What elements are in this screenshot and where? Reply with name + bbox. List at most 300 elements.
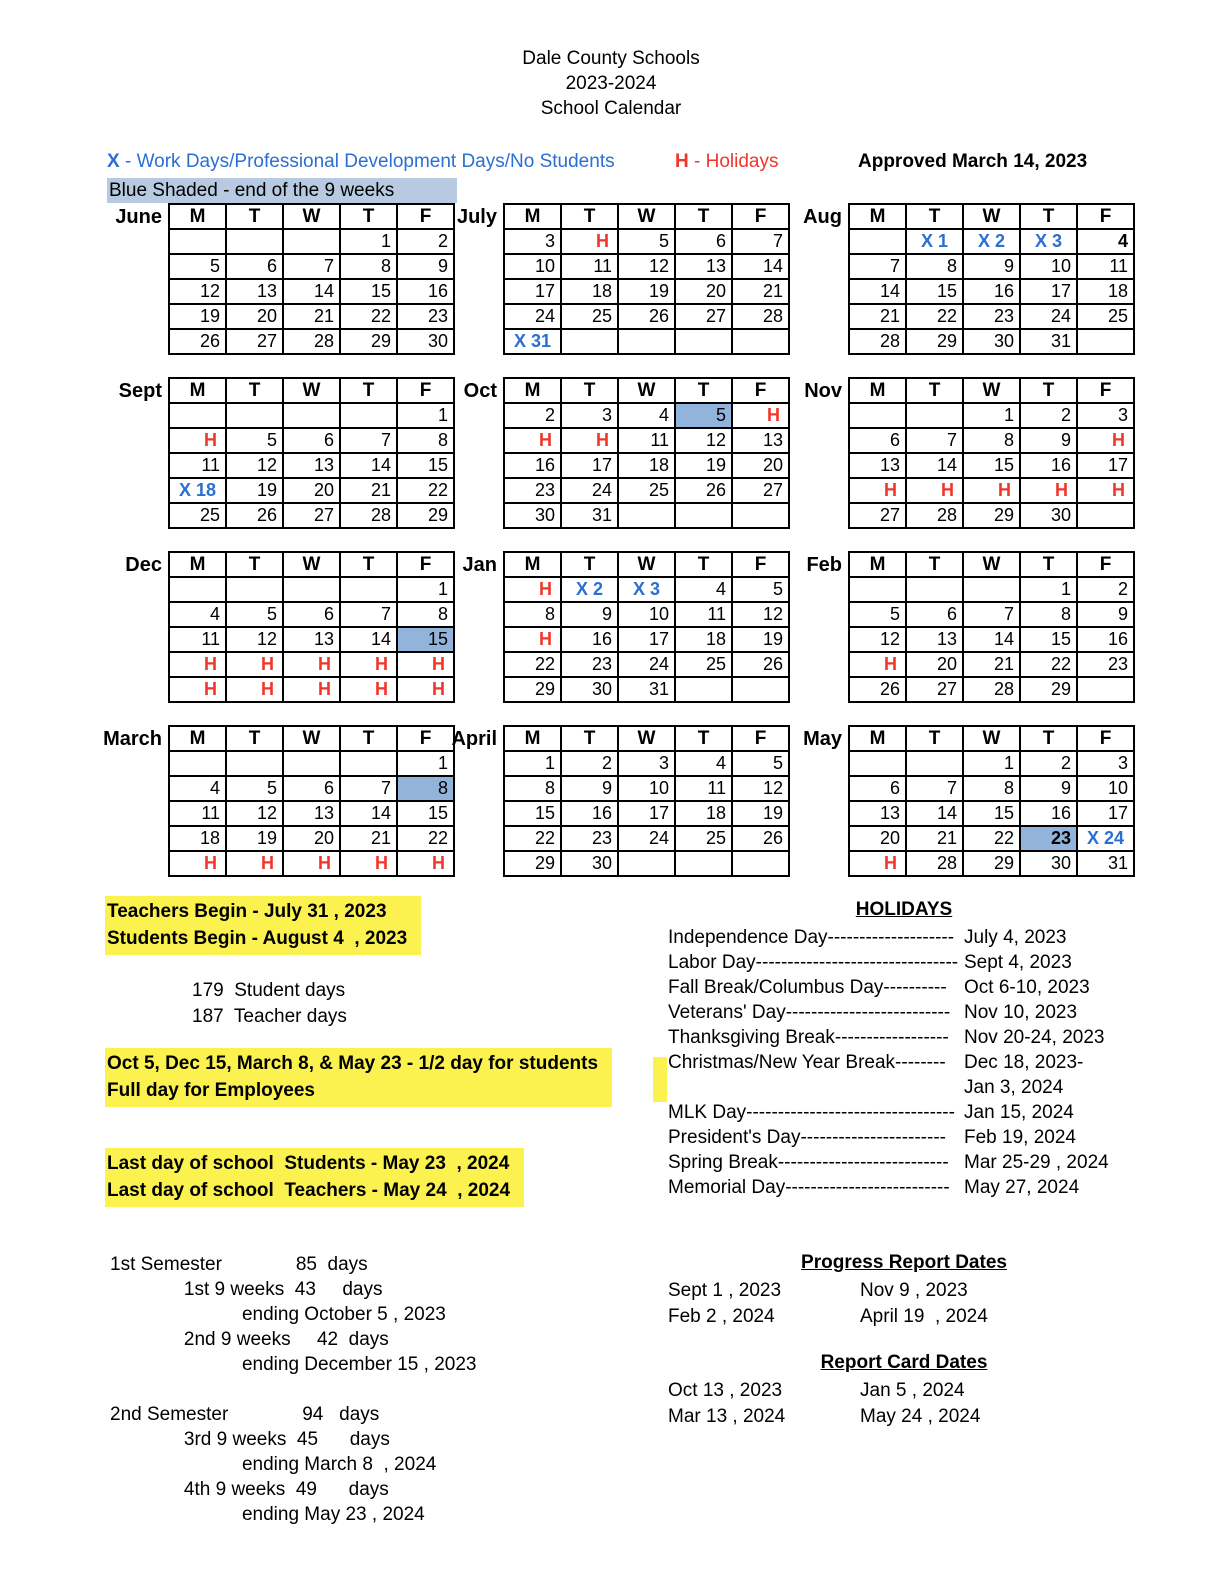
holiday-date: Sept 4, 2023 (964, 952, 1072, 973)
day-cell: 22 (1020, 652, 1077, 677)
holiday-date: Feb 19, 2024 (964, 1127, 1076, 1148)
week-row (504, 503, 789, 528)
day-cell: 21 (340, 826, 397, 851)
holiday-row (668, 1050, 1140, 1075)
day-cell (340, 403, 397, 428)
month-label: Sept (118, 380, 162, 402)
report-card-title: Report Card Dates (820, 1352, 988, 1373)
weekday-header-cell: F (732, 204, 789, 229)
day-cell: 13 (283, 453, 340, 478)
day-cell: H (226, 851, 283, 876)
day-cell: 20 (906, 652, 963, 677)
text-line: ending December 15 , 2023 (110, 1354, 477, 1375)
legend-blue-shaded: Blue Shaded - end of the 9 weeks (107, 178, 457, 203)
day-cell: 5 (732, 751, 789, 776)
month-table (503, 203, 790, 355)
weekday-header-row (169, 204, 454, 229)
weekday-header-row (849, 726, 1134, 751)
weekday-header-cell: W (283, 378, 340, 403)
day-cell: 16 (561, 801, 618, 826)
holiday-date: Nov 20-24, 2023 (964, 1027, 1105, 1048)
date-cell: Oct 13 , 2023 (668, 1380, 783, 1401)
weekday-header-cell: F (1077, 204, 1134, 229)
day-cell: 11 (169, 627, 226, 652)
day-cell (849, 403, 906, 428)
day-cell: 16 (1020, 453, 1077, 478)
day-cell: 3 (618, 751, 675, 776)
day-cell: 15 (397, 627, 454, 652)
month-label: March (103, 728, 162, 750)
date-row (668, 1304, 1140, 1330)
day-cell: 30 (963, 329, 1020, 354)
week-row (849, 751, 1134, 776)
day-cell: 1 (397, 751, 454, 776)
day-cell: 25 (169, 503, 226, 528)
day-cell (675, 677, 732, 702)
week-row (849, 602, 1134, 627)
weekday-header-row (169, 378, 454, 403)
week-row (849, 254, 1134, 279)
text-line: Last day of school Teachers - May 24 , 2024 (107, 1180, 511, 1201)
text-line: 1st 9 weeks 43 days (110, 1279, 383, 1300)
day-cell: 21 (283, 304, 340, 329)
day-cell (169, 229, 226, 254)
text-line: Students Begin - August 4 , 2023 (107, 928, 408, 949)
day-cell: 30 (1020, 851, 1077, 876)
day-cell: H (340, 677, 397, 702)
holidays-list (668, 925, 1140, 1200)
holiday-name: Christmas/New Year Break-------- (668, 1052, 946, 1073)
last-day-note (105, 1148, 524, 1207)
progress-report-list (668, 1278, 1140, 1330)
month-april (451, 725, 790, 899)
day-cell: 23 (504, 478, 561, 503)
week-row (169, 478, 454, 503)
day-cell: 11 (169, 453, 226, 478)
day-cell: 21 (340, 478, 397, 503)
day-cell: 25 (561, 304, 618, 329)
day-cell (226, 751, 283, 776)
day-cell: 1 (963, 751, 1020, 776)
day-cell: 6 (906, 602, 963, 627)
day-cell: 22 (963, 826, 1020, 851)
date-cell: Feb 2 , 2024 (668, 1306, 775, 1327)
day-cell: H (849, 478, 906, 503)
week-row (849, 776, 1134, 801)
day-cell: 24 (618, 652, 675, 677)
day-cell: H (504, 577, 561, 602)
day-cell: H (561, 229, 618, 254)
holiday-name: MLK Day--------------------------------- (668, 1102, 955, 1123)
week-row (849, 453, 1134, 478)
day-cell: X 3 (618, 577, 675, 602)
holiday-name: President's Day----------------------- (668, 1127, 946, 1148)
day-cell: H (340, 851, 397, 876)
day-cell: 18 (561, 279, 618, 304)
day-cell: H (561, 428, 618, 453)
day-cell: 8 (906, 254, 963, 279)
day-cell (906, 403, 963, 428)
weekday-header-cell: W (963, 378, 1020, 403)
weekday-header-cell: F (397, 552, 454, 577)
holiday-name (668, 1075, 964, 1100)
weekday-header-cell: M (169, 378, 226, 403)
day-cell: 2 (504, 403, 561, 428)
day-cell: 21 (906, 826, 963, 851)
text-line: 179 Student days (192, 980, 346, 1001)
weekday-header-cell: W (963, 726, 1020, 751)
day-cell: 15 (963, 453, 1020, 478)
day-cell: 5 (732, 577, 789, 602)
weekday-header-cell: T (675, 204, 732, 229)
week-row (169, 329, 454, 354)
month-body (504, 751, 789, 876)
day-cell: 16 (963, 279, 1020, 304)
day-cell: 30 (561, 677, 618, 702)
day-cell: 19 (732, 801, 789, 826)
month-label: Nov (804, 380, 842, 402)
day-cell: 31 (1077, 851, 1134, 876)
week-row (169, 627, 454, 652)
month-label: Aug (803, 206, 842, 228)
day-cell: H (283, 851, 340, 876)
day-cell: 31 (1020, 329, 1077, 354)
day-cell: 6 (849, 428, 906, 453)
date-cell: Sept 1 , 2023 (668, 1280, 782, 1301)
week-row (169, 503, 454, 528)
day-cell: 4 (169, 776, 226, 801)
day-cell: 20 (283, 478, 340, 503)
day-cell (675, 851, 732, 876)
day-cell: 1 (397, 577, 454, 602)
day-cell: 24 (561, 478, 618, 503)
weekday-header-cell: W (963, 204, 1020, 229)
week-row (504, 602, 789, 627)
holiday-row (668, 950, 1140, 975)
weekday-header-row (504, 726, 789, 751)
date-row (668, 1404, 1140, 1430)
month-nov (790, 377, 1135, 551)
week-row (169, 826, 454, 851)
day-cell: 13 (849, 801, 906, 826)
weekday-header-cell: M (169, 726, 226, 751)
month-body (169, 751, 454, 876)
day-cell (226, 577, 283, 602)
day-cell: 28 (849, 329, 906, 354)
weekday-header-row (504, 552, 789, 577)
weekday-header-cell: T (561, 726, 618, 751)
day-cell: 20 (675, 279, 732, 304)
weekday-header-cell: F (1077, 552, 1134, 577)
day-cell: 11 (561, 254, 618, 279)
day-cell: 23 (397, 304, 454, 329)
day-cell (906, 577, 963, 602)
holiday-name: Independence Day-------------------- (668, 927, 955, 948)
weekday-header-cell: M (504, 204, 561, 229)
holiday-name: Labor Day-------------------------------- (668, 952, 959, 973)
text-line: Last day of school Students - May 23 , 2024 (107, 1153, 510, 1174)
day-cell: 27 (283, 503, 340, 528)
day-cell: 28 (963, 677, 1020, 702)
weekday-header-cell: T (1020, 552, 1077, 577)
day-cell: 7 (963, 602, 1020, 627)
week-row (504, 801, 789, 826)
day-cell: 29 (1020, 677, 1077, 702)
day-cell: 17 (618, 801, 675, 826)
holiday-name: Memorial Day-------------------------- (668, 1177, 950, 1198)
day-cell: 16 (561, 627, 618, 652)
day-cell: 19 (618, 279, 675, 304)
day-cell: 25 (675, 652, 732, 677)
weekday-header-cell: M (504, 378, 561, 403)
day-cell: 14 (732, 254, 789, 279)
day-cell: 7 (340, 776, 397, 801)
month-july (455, 203, 790, 377)
day-cell: 7 (340, 428, 397, 453)
week-row (169, 577, 454, 602)
day-cell: 7 (732, 229, 789, 254)
day-cell: 2 (1077, 577, 1134, 602)
week-row (169, 801, 454, 826)
day-cell: 5 (226, 428, 283, 453)
holiday-row (668, 1075, 1140, 1100)
day-cell: 31 (561, 503, 618, 528)
week-row (504, 627, 789, 652)
day-cell: 8 (340, 254, 397, 279)
day-cell: 13 (849, 453, 906, 478)
day-cell: 27 (732, 478, 789, 503)
day-cell: H (283, 652, 340, 677)
day-cell: 5 (675, 403, 732, 428)
month-table (848, 551, 1135, 703)
month-june (0, 203, 455, 377)
day-cell: 7 (906, 776, 963, 801)
day-cell: 24 (618, 826, 675, 851)
day-cell: H (1077, 428, 1134, 453)
day-cell: 26 (675, 478, 732, 503)
holiday-name: Fall Break/Columbus Day---------- (668, 977, 947, 998)
day-cell: 17 (1020, 279, 1077, 304)
month-body (849, 751, 1134, 876)
weekday-header-row (169, 204, 454, 229)
day-cell: 3 (1077, 403, 1134, 428)
weekday-header-cell: T (340, 204, 397, 229)
weekday-header-cell: W (618, 204, 675, 229)
weekday-header-cell: M (849, 552, 906, 577)
day-cell: 18 (618, 453, 675, 478)
date-cell: Mar 13 , 2024 (668, 1406, 786, 1427)
week-row (849, 851, 1134, 876)
holiday-row (668, 1125, 1140, 1150)
day-cell: H (169, 851, 226, 876)
text-line: ending May 23 , 2024 (110, 1504, 425, 1525)
day-cell (675, 503, 732, 528)
weekday-header-cell: F (397, 726, 454, 751)
date-cell: Nov 9 , 2023 (860, 1280, 968, 1301)
holiday-row (668, 1175, 1140, 1200)
day-cell: 4 (618, 403, 675, 428)
day-cell: H (849, 851, 906, 876)
day-cell: 9 (1077, 602, 1134, 627)
school-name: Dale County Schools (522, 48, 700, 69)
day-cell (283, 229, 340, 254)
day-cell: 14 (906, 801, 963, 826)
day-cell: H (169, 652, 226, 677)
weekday-header-cell: T (561, 204, 618, 229)
weekday-header-cell: T (226, 726, 283, 751)
week-row (504, 677, 789, 702)
day-cell (169, 403, 226, 428)
month-body (169, 229, 454, 354)
day-cell (340, 577, 397, 602)
day-cell: 13 (906, 627, 963, 652)
day-cell: 18 (1077, 279, 1134, 304)
week-row (849, 329, 1134, 354)
weekday-header-cell: T (340, 378, 397, 403)
day-cell: 26 (849, 677, 906, 702)
day-cell (618, 851, 675, 876)
day-cell: 26 (169, 329, 226, 354)
week-row (504, 851, 789, 876)
month-label: Feb (806, 554, 842, 576)
day-cell: 9 (397, 254, 454, 279)
day-cell: 4 (1077, 229, 1134, 254)
day-cell: 6 (283, 428, 340, 453)
day-cell: 22 (397, 826, 454, 851)
day-cell: 19 (675, 453, 732, 478)
report-card-list (668, 1378, 1140, 1430)
day-cell: 29 (906, 329, 963, 354)
day-cell: 15 (963, 801, 1020, 826)
week-row (169, 677, 454, 702)
month-label: June (115, 206, 162, 228)
month-aug (790, 203, 1135, 377)
weekday-header-cell: F (1077, 726, 1134, 751)
week-row (169, 751, 454, 776)
day-cell: 5 (226, 602, 283, 627)
day-cell: 1 (504, 751, 561, 776)
weekday-header-row (169, 552, 454, 577)
day-cell: H (226, 652, 283, 677)
holiday-name: Spring Break--------------------------- (668, 1152, 949, 1173)
day-cell: 8 (963, 428, 1020, 453)
day-cell: 13 (226, 279, 283, 304)
week-row (504, 329, 789, 354)
day-cell: 2 (561, 751, 618, 776)
day-cell: 25 (1077, 304, 1134, 329)
approved-date: Approved March 14, 2023 (858, 151, 1088, 172)
day-cell: 19 (226, 478, 283, 503)
holiday-date: Nov 10, 2023 (964, 1002, 1078, 1023)
day-cell: H (169, 677, 226, 702)
day-cell: 25 (675, 826, 732, 851)
weekday-header-cell: T (561, 378, 618, 403)
week-row (849, 279, 1134, 304)
weekday-header-row (169, 726, 454, 751)
weekday-header-cell: M (849, 204, 906, 229)
day-cell: 23 (561, 652, 618, 677)
day-cell (963, 577, 1020, 602)
weekday-header-cell: T (1020, 204, 1077, 229)
day-cell: 9 (561, 602, 618, 627)
day-cell: 11 (1077, 254, 1134, 279)
month-table (848, 377, 1135, 529)
month-table (848, 203, 1135, 355)
day-cell: 4 (675, 751, 732, 776)
day-cell: 15 (1020, 627, 1077, 652)
day-cell: 5 (226, 776, 283, 801)
day-cell: 24 (1020, 304, 1077, 329)
day-cell: 6 (226, 254, 283, 279)
month-body (169, 403, 454, 528)
day-cell: 2 (1020, 751, 1077, 776)
day-cell: 8 (963, 776, 1020, 801)
day-cell: 15 (504, 801, 561, 826)
legend-h-symbol: H (675, 151, 689, 172)
day-cell: 17 (618, 627, 675, 652)
day-cell: 5 (849, 602, 906, 627)
day-cell: 13 (283, 627, 340, 652)
day-cell: 1 (397, 403, 454, 428)
day-cell: 14 (906, 453, 963, 478)
week-row (504, 254, 789, 279)
weekday-header-cell: M (849, 378, 906, 403)
weekday-header-row (169, 726, 454, 751)
day-cell: 30 (504, 503, 561, 528)
week-row (849, 577, 1134, 602)
week-row (504, 776, 789, 801)
text-line: ending October 5 , 2023 (110, 1304, 446, 1325)
weekday-header-cell: M (169, 552, 226, 577)
day-cell (283, 751, 340, 776)
holidays-title: HOLIDAYS (855, 899, 953, 920)
day-cell: 18 (675, 801, 732, 826)
week-row (169, 229, 454, 254)
day-cell: 20 (283, 826, 340, 851)
day-cell: 27 (226, 329, 283, 354)
day-cell: 15 (397, 453, 454, 478)
day-cell: 14 (283, 279, 340, 304)
day-cell: 22 (340, 304, 397, 329)
month-march (0, 725, 455, 899)
day-cell: 8 (504, 776, 561, 801)
weekday-header-cell: T (675, 726, 732, 751)
day-cell: 31 (618, 677, 675, 702)
weekday-header-row (849, 552, 1134, 577)
weekday-header-cell: F (397, 204, 454, 229)
calendar-title: School Calendar (540, 98, 682, 119)
month-body (504, 229, 789, 354)
day-cell: 11 (618, 428, 675, 453)
day-cell: 26 (226, 503, 283, 528)
week-row (169, 254, 454, 279)
weekday-header-cell: F (1077, 378, 1134, 403)
holiday-row (668, 1025, 1140, 1050)
day-cell: H (504, 627, 561, 652)
text-line: 3rd 9 weeks 45 days (110, 1429, 390, 1450)
month-body (849, 403, 1134, 528)
month-table (168, 551, 455, 703)
day-cell: 18 (675, 627, 732, 652)
month-table (503, 377, 790, 529)
month-oct (455, 377, 790, 551)
day-cell: 17 (504, 279, 561, 304)
day-cell: 7 (340, 602, 397, 627)
weekday-header-cell: M (169, 204, 226, 229)
day-cell: H (963, 478, 1020, 503)
day-cell: 9 (1020, 776, 1077, 801)
holiday-row (668, 975, 1140, 1000)
